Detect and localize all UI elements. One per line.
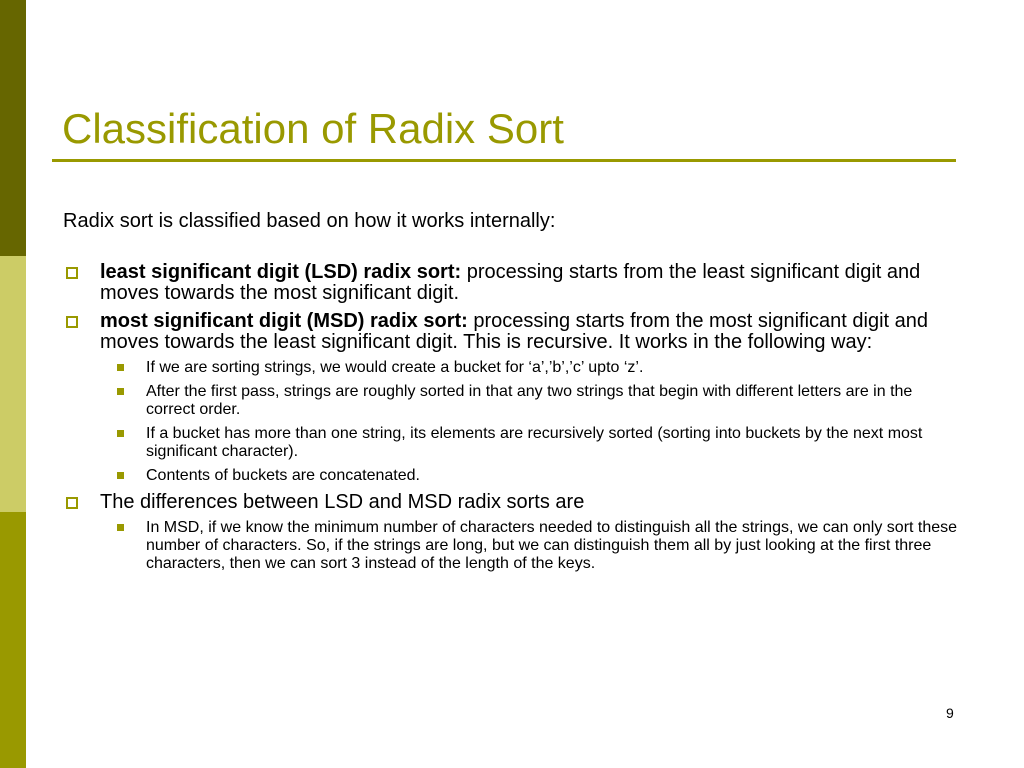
bullet-msd-term: most significant digit (MSD) radix sort: [100,310,468,332]
sub-bullet [100,467,962,485]
filled-square-bullet-icon [117,430,124,437]
sub-bullet [100,425,962,461]
side-bar-middle [0,256,26,512]
sub-bullet-text: In MSD, if we know the minimum number of characters needed to distinguish all the strings, we can only sort these number of characters. So, if the strings are long, but we can distinguish them all by just looking at the first three characters, then we can sort 3 instead of the length of the keys. [146,519,958,572]
side-bar-top [0,0,26,256]
sub-bullet-text: If a bucket has more than one string, its elements are recursively sorted (sorting into buckets by the next most significant character). [146,425,923,460]
bullet-list [62,262,962,580]
page-number: 9 [946,705,954,721]
side-bar-bottom [0,512,26,768]
msd-sub-list [100,359,962,485]
bullet-msd-text: processing starts from the most significant digit and moves towards the least significant digit. This is recursive. It works in the following way: [100,310,929,353]
bullet-lsd-text: processing starts from the least significant digit and moves towards the most significant digit. [100,261,921,304]
title-underline [52,159,956,162]
bullet-msd [62,311,962,485]
filled-square-bullet-icon [117,524,124,531]
sub-bullet-text: If we are sorting strings, we would create a bucket for ‘a’,’b’,’c’ upto ‘z’. [146,359,644,376]
filled-square-bullet-icon [117,472,124,479]
bullet-differences-text: The differences between LSD and MSD radix sorts are [100,491,585,513]
sub-bullet [100,359,962,377]
hollow-square-bullet-icon [66,497,78,509]
hollow-square-bullet-icon [66,316,78,328]
sub-bullet [100,383,962,419]
bullet-lsd-term: least significant digit (LSD) radix sort: [100,261,462,283]
intro-text: Radix sort is classified based on how it works internally: [63,210,556,232]
bullet-lsd [62,262,962,304]
sub-bullet [100,519,962,573]
differences-sub-list [100,519,962,573]
slide-title: Classification of Radix Sort [62,105,564,152]
filled-square-bullet-icon [117,388,124,395]
bullet-differences [62,492,962,573]
hollow-square-bullet-icon [66,267,78,279]
sub-bullet-text: After the first pass, strings are roughly sorted in that any two strings that begin with different letters are in the correct order. [146,383,913,418]
filled-square-bullet-icon [117,364,124,371]
sub-bullet-text: Contents of buckets are concatenated. [146,467,420,484]
